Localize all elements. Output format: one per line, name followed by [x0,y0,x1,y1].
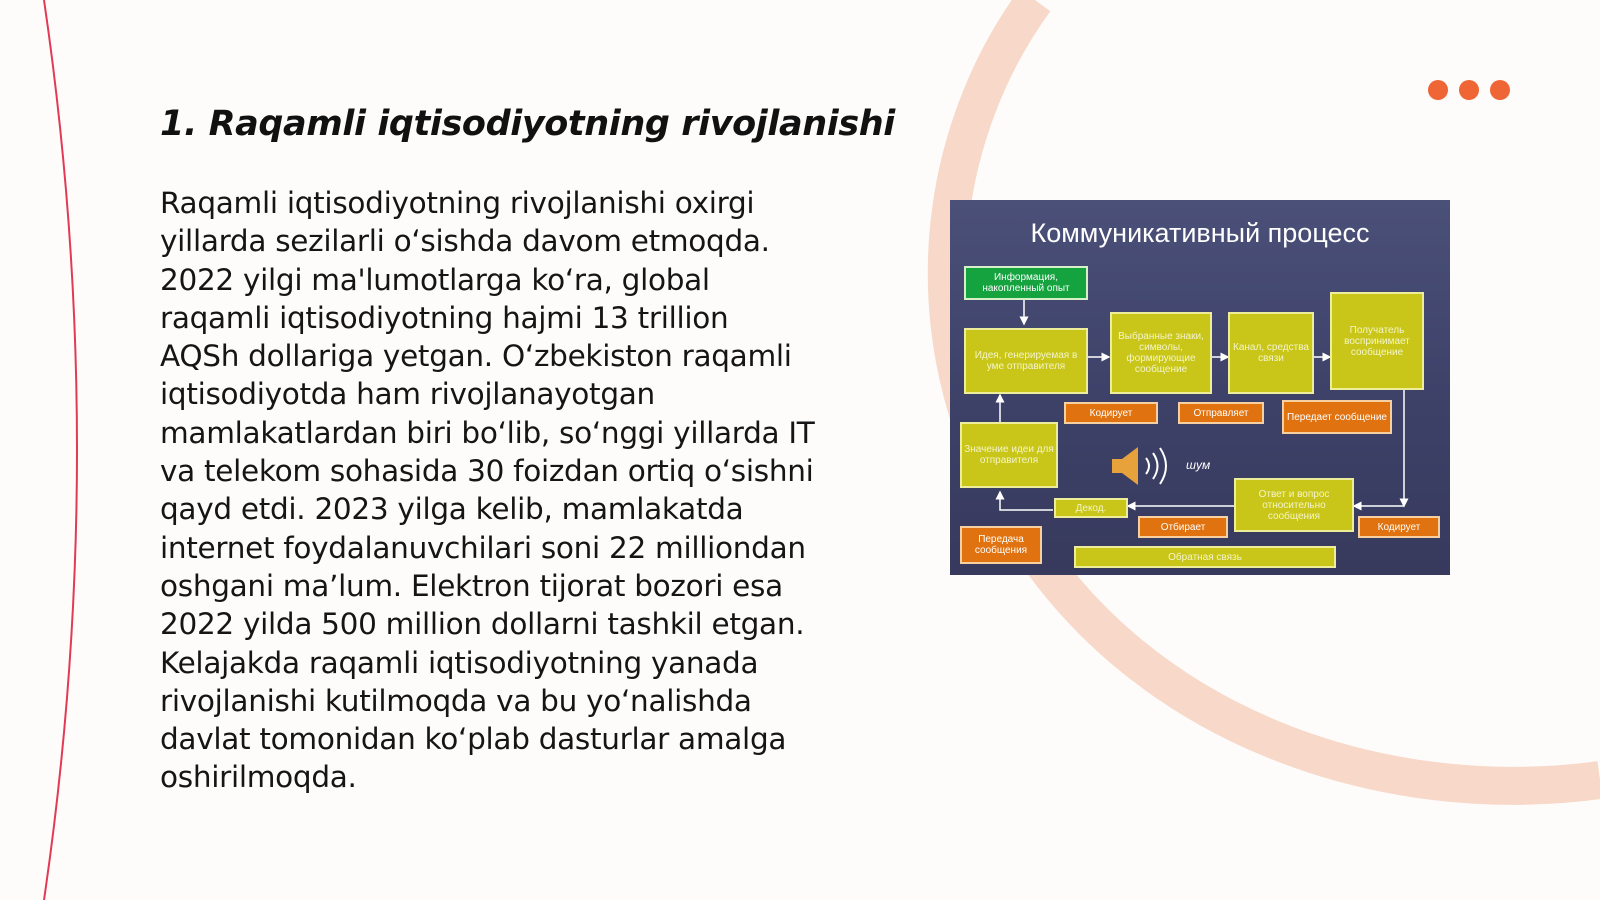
box-reply: Ответ и вопрос относительно сообщения [1234,478,1354,532]
slide-title: 1. Raqamli iqtisodiyotning rivojlanishi [160,104,895,144]
box-decode: Декод. [1054,498,1128,518]
box-sends-back: Отбирает [1138,516,1228,538]
box-encodes: Кодирует [1064,402,1158,424]
box-recipient: Получатель воспринимает сообщение [1330,292,1424,390]
noise-label: шум [1186,458,1211,472]
box-channel: Канал, средства связи [1228,312,1314,394]
speaker-icon [1108,442,1172,490]
left-edge-line [44,0,77,900]
box-feedback: Обратная связь [1074,546,1336,568]
dot [1459,80,1479,100]
slide-body: Raqamli iqtisodiyotning rivojlanishi oxirgi yillarda sezilarli o‘sishda davom etmoqda. 2022 yilgi ma'lumotlarga ko‘ra, global raqamli iqtisodiyotning hajmi 13 trillion AQSh dollariga yetgan. O‘zbekiston raqamli iqtisodiyotda ham rivojlanayotgan mamlakatlardan biri bo‘lib, so‘nggi yillarda IT va telekom sohasida 30 foizdan ortiq o‘sishni qayd etdi. 2023 yilga kelib, mamlakatda internet foydalanuvchilari soni 22 milliondan oshgani ma’lum. Elektron tijorat bozori esa 2022 yilda 500 million dollarni tashkil etgan. Kelajakda raqamli iqtisodiyotning yanada rivojlanishi kutilmoqda va bu yo‘nalishda davlat tomonidan ko‘plab dasturlar amalga oshirilmoqda. [160,186,815,795]
dot [1490,80,1510,100]
box-transfer: Передача сообщения [960,526,1042,564]
box-transmits: Передает сообщение [1282,400,1392,434]
box-sends: Отправляет [1178,402,1264,424]
box-idea: Идея, генерируемая в уме отправителя [964,328,1088,394]
box-feedback-idea: Значение идеи для отправителя [960,422,1058,488]
box-encodes-back: Кодирует [1358,516,1440,538]
communication-process-diagram [950,200,1450,575]
box-info: Информация, накопленный опыт [964,266,1088,300]
box-encode-form: Выбранные знаки, символы, формирующие сообщение [1110,312,1212,394]
dot [1428,80,1448,100]
diagram-title: Коммуникативный процесс [1030,218,1370,248]
more-dots-icon [1428,80,1510,100]
